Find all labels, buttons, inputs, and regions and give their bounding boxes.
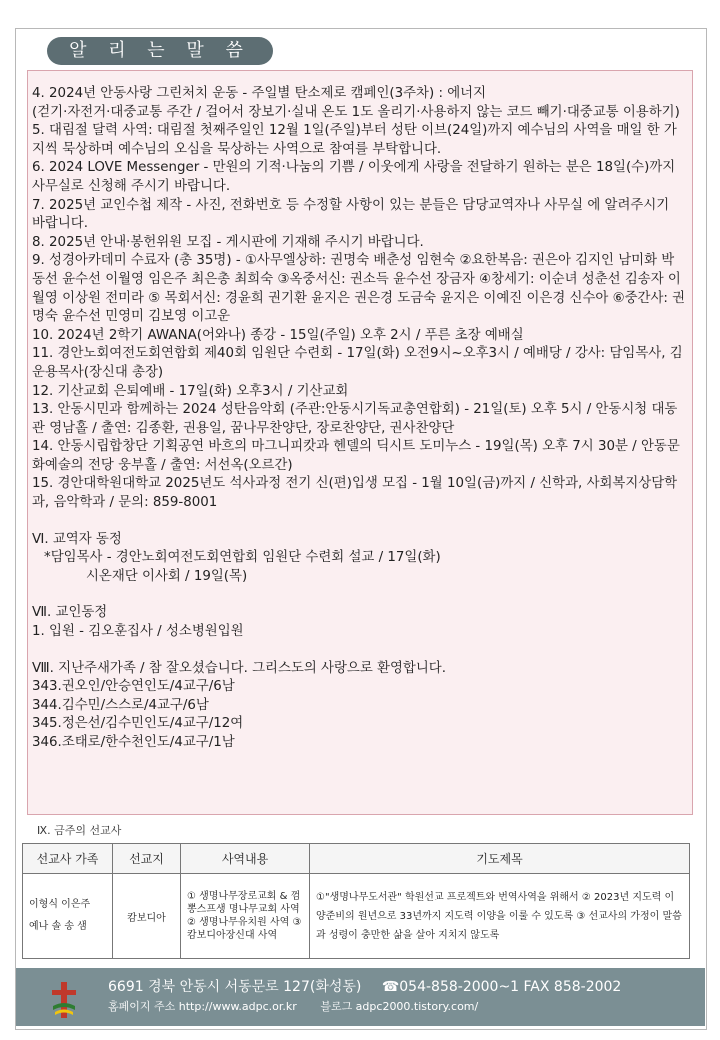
notice-item: 12. 기산교회 은퇴예배 - 17일(화) 오후3시 / 기산교회	[32, 383, 349, 399]
notice-box	[27, 70, 693, 815]
missionary-children: 예나 솔 송 샘	[29, 921, 87, 932]
prayer-topics: ①"생명나무도서관" 학원선교 프로젝트와 번역사역을 위해서 ② 2023년 지도력 이양준비의 원년으로 33년까지 지도력 이양을 이룰 수 있도록 ③ 선교사의 가정이 말씀과 성령이 충만한 삶을 살아 지치지 않도록	[310, 874, 690, 959]
church-contact	[108, 976, 621, 996]
footer	[16, 968, 705, 1026]
mission-country: 캄보디아	[113, 874, 181, 959]
homepage-link[interactable]: 홈페이지 주소 http://www.adpc.or.kr	[108, 1000, 297, 1013]
blog-link[interactable]: 블로그 adpc2000.tistory.com/	[320, 1000, 479, 1013]
notice-item: 6. 2024 LOVE Messenger - 만원의 기적·나눔의 기쁨 / 이웃에게 사랑을 전달하기 원하는 분은 18일(수)까지 사무실로 신청해 주시기 바랍니다.	[32, 160, 676, 194]
church-web	[108, 998, 478, 1014]
member-news-title: Ⅶ. 교인동정	[32, 605, 108, 621]
member-news-line: 1. 입원 - 김오훈집사 / 성소병원입원	[32, 624, 244, 640]
missionary-table	[22, 843, 690, 959]
column-header: 선교사 가족	[23, 844, 113, 874]
notice-item: 8. 2025년 안내·봉헌위원 모집 - 게시판에 기재해 주시기 바랍니다.	[32, 234, 424, 250]
column-header: 선교지	[113, 844, 181, 874]
pastor-news-line: 시온재단 이사회 / 19일(목)	[86, 568, 248, 584]
pastor-news-title: Ⅵ. 교역자 동정	[32, 531, 122, 547]
column-header: 기도제목	[310, 844, 690, 874]
ministry-content: ① 생명나무장로교회 & 껌뽕스프생 명나무교회 사역 ② 생명나무유치원 사역 ③ 캄보디아장신대 사역	[181, 874, 310, 959]
pastor-news-line: *담임목사 - 경안노회여전도회연합회 임원단 수련회 설교 / 17일(화)	[44, 550, 441, 566]
church-address: 6691 경북 안동시 서동문로 127(화성동)	[108, 979, 362, 995]
new-family-item: 346.조태로/한수천인도/4교구/1남	[32, 735, 235, 750]
notice-item: (걷기·자전거·대중교통 주간 / 걸어서 장보기·실내 온도 1도 올리기·사용하지 않는 코드 빼기·대중교통 이용하기)	[32, 104, 680, 120]
missionary-names: 이형식 이은주	[29, 899, 91, 910]
notice-item: 4. 2024년 안동사랑 그린처치 운동 - 주일별 탄소제로 캠페인(3주차) : 에너지	[32, 86, 487, 101]
notice-item: 14. 안동시립합창단 기획공연 바흐의 마그니피캇과 헨델의 딕시트 도미누스 - 19일(목) 오후 7시 30분 / 안동문화예술의 전당 웅부홀 / 출연: 서선옥(오르간)	[32, 439, 680, 473]
missionary-family	[23, 874, 113, 959]
notice-item: 7. 2025년 교인수첩 제작 - 사진, 전화번호 등 수정할 사항이 있는 분들은 담당교역자나 사무실 에 알려주시기 바랍니다.	[32, 197, 670, 232]
notice-item: 10. 2024년 2학기 AWANA(어와나) 종강 - 15일(주일) 오후 2시 / 푸른 초장 예배실	[32, 327, 524, 343]
new-family-item: 345.정은선/김수민인도/4교구/12여	[32, 716, 244, 732]
new-family-item: 344.김수민/스스로/4교구/6남	[32, 697, 209, 713]
notice-item: 13. 안동시민과 함께하는 2024 성탄음악회 (주관:안동시기독교총연합회) - 21일(토) 오후 5시 / 안동시청 대동관 영남홀 / 출연: 김종환, 권용일, 꿈나무찬양단, 장로찬양단, 권사찬양단	[32, 402, 678, 436]
new-family-title: Ⅷ. 지난주새가족 / 참 잘오셨습니다. 그리스도의 사랑으로 환영합니다.	[32, 660, 446, 676]
table-header-row	[23, 844, 690, 874]
church-cross-icon	[49, 980, 79, 1020]
notice-item: 11. 경안노회여전도회연합회 제40회 임원단 수련회 - 17일(화) 오전9시~오후3시 / 예배당 / 강사: 담임목사, 김운용목사(장신대 총장)	[32, 346, 683, 380]
section-title: 알 리 는 말 씀	[47, 37, 273, 65]
notice-item: 5. 대림절 달력 사역: 대림절 첫째주일인 12월 1일(주일)부터 성탄 이브(24일)까지 예수님의 사역을 매일 한 가지씩 묵상하며 예수님의 오심을 묵상하는 사역으로 참여를 부탁합니다.	[32, 123, 677, 157]
new-family-item: 343.권오인/안승연인도/4교구/6남	[32, 679, 235, 695]
column-header: 사역내용	[181, 844, 310, 874]
missionary-section-title: Ⅸ. 금주의 선교사	[37, 824, 122, 837]
notice-item: 15. 경안대학원대학교 2025년도 석사과정 전기 신(편)입생 모집 - 1월 10일(금)까지 / 신학과, 사회복지상담학과, 음악학과 / 문의: 859-8001	[32, 476, 678, 511]
church-phone: ☎054-858-2000~1 FAX 858-2002	[381, 979, 622, 995]
table-row	[23, 874, 690, 959]
notice-item: 9. 성경아카데미 수료자 (총 35명) - ①사무엘상하: 권명숙 배춘성 임현숙 ②요한복음: 권은아 김지인 남미화 박동선 윤수선 이월영 임은주 최은총 최희숙 ③옥중서신: 권소득 윤수선 장금자 ④창세기: 이순녀 성춘선 김송자 이월영 이상원 전미라 ⑤ 목회서신: 경윤희 권기환 윤지은 권은경 도금숙 윤지은 이예진 이은경 신수아 ⑥중간사: 권명숙 윤수선 민영미 김보영 이고운	[32, 253, 686, 325]
